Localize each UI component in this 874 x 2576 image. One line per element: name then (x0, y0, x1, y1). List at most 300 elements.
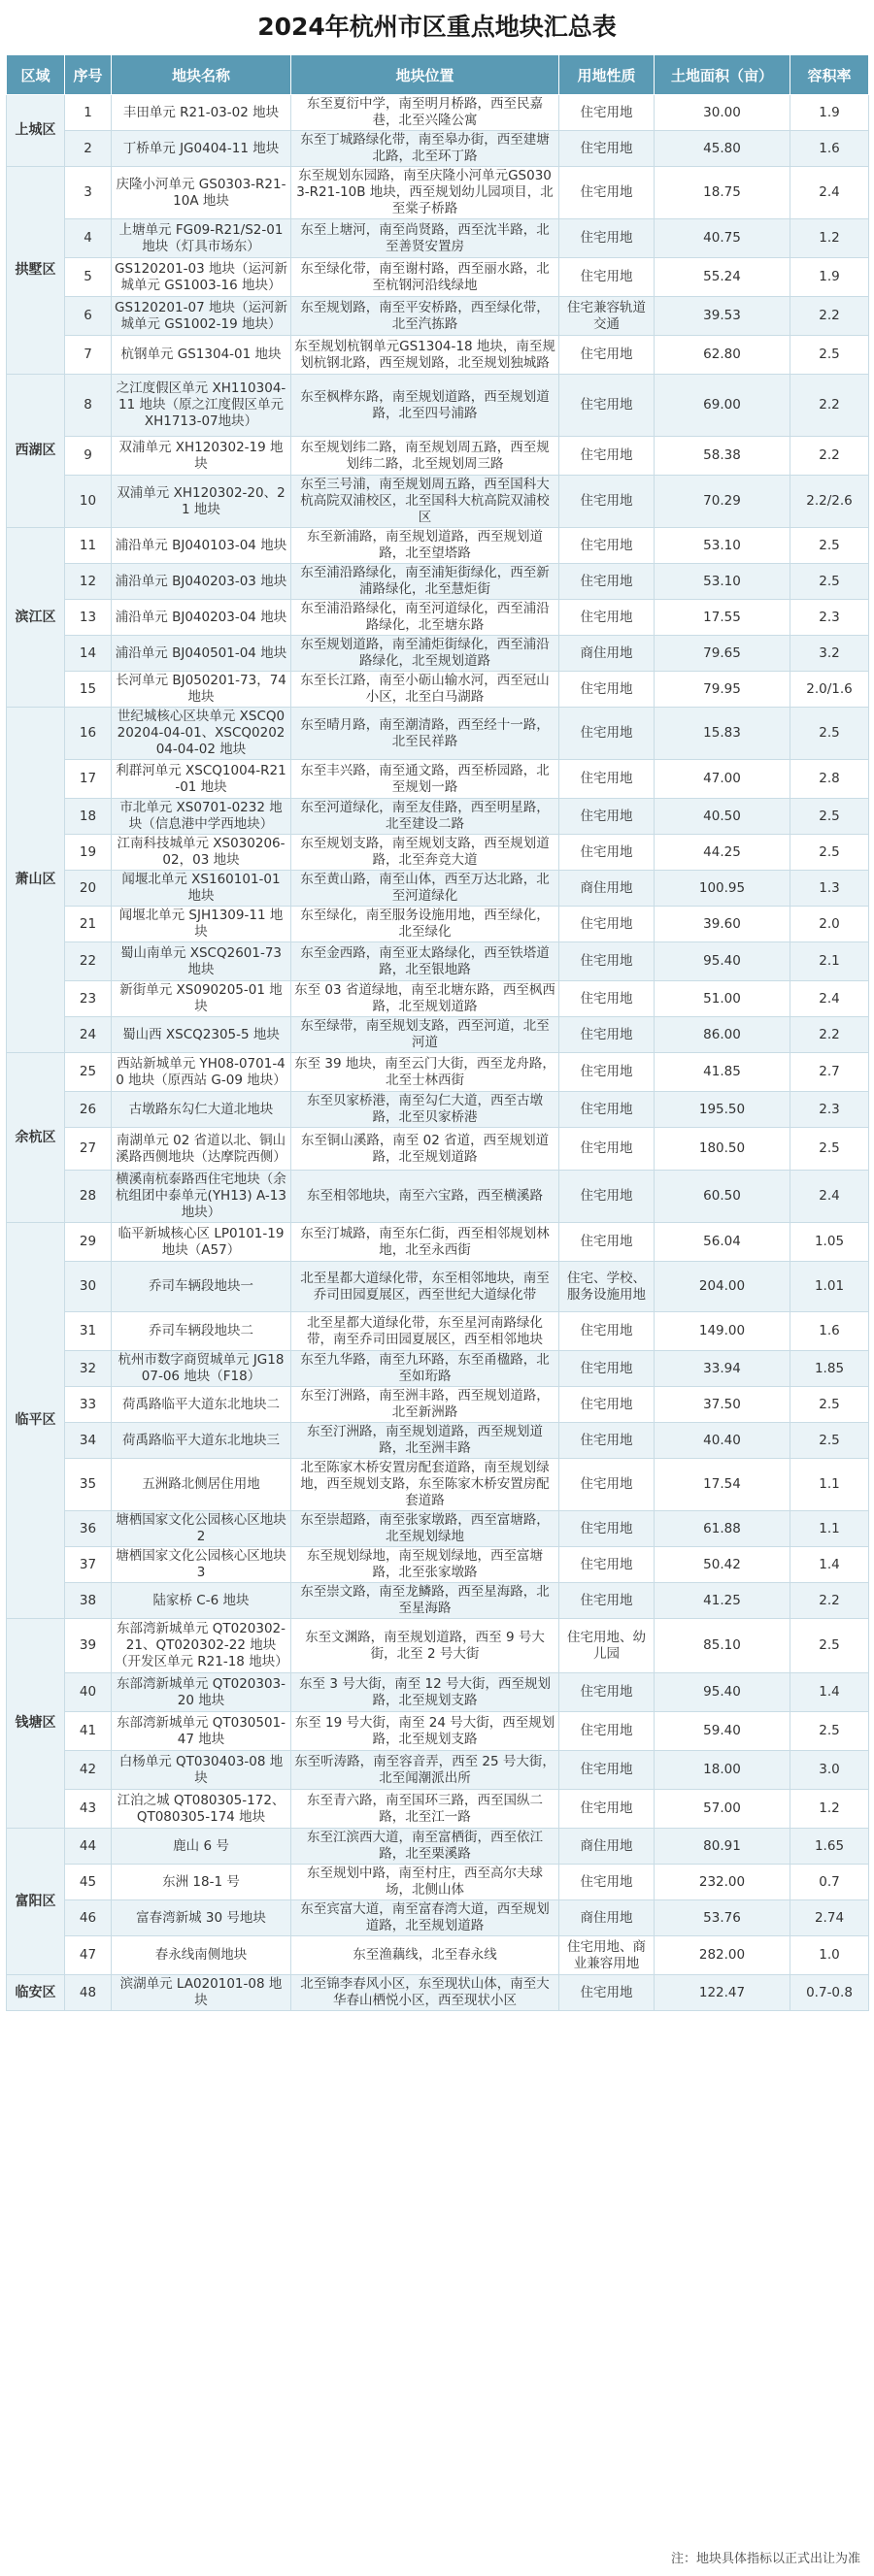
index-cell: 13 (65, 600, 112, 636)
plot-name-cell: 杭州市数字商贸城单元 JG1807-06 地块（F18） (112, 1351, 291, 1387)
land-use-cell: 住宅用地 (559, 258, 655, 297)
area-cell: 56.04 (655, 1223, 790, 1262)
far-cell: 2.1 (790, 942, 869, 981)
table-row (7, 1053, 869, 1092)
index-cell: 38 (65, 1583, 112, 1619)
land-use-cell: 住宅用地、幼儿园 (559, 1619, 655, 1673)
location-cell: 东至崇文路，南至龙鳞路，西至星海路，北至星海路 (291, 1583, 559, 1619)
index-cell: 17 (65, 760, 112, 799)
col-header-area: 土地面积（亩） (655, 55, 790, 95)
index-cell: 41 (65, 1712, 112, 1751)
plot-name-cell: GS120201-03 地块（运河新城单元 GS1003-16 地块） (112, 258, 291, 297)
table-row (7, 981, 869, 1017)
area-cell: 41.25 (655, 1583, 790, 1619)
table-row (7, 1223, 869, 1262)
land-use-cell: 住宅用地 (559, 1092, 655, 1128)
location-cell: 东至规划中路，南至村庄，西至高尔夫球场，北侧山体 (291, 1865, 559, 1900)
index-cell: 1 (65, 95, 112, 131)
land-use-cell: 住宅用地 (559, 167, 655, 219)
index-cell: 9 (65, 437, 112, 476)
far-cell: 1.2 (790, 1790, 869, 1829)
area-cell: 33.94 (655, 1351, 790, 1387)
plot-name-cell: 南湖单元 02 省道以北、铜山溪路西侧地块（达摩院西侧） (112, 1128, 291, 1171)
table-row (7, 1128, 869, 1171)
far-cell: 2.2 (790, 1017, 869, 1053)
area-cell: 17.55 (655, 600, 790, 636)
location-cell: 东至 39 地块，南至云门大街，西至龙舟路，北至士林西街 (291, 1053, 559, 1092)
land-use-cell: 住宅用地 (559, 1673, 655, 1712)
area-cell: 41.85 (655, 1053, 790, 1092)
location-cell: 东至 3 号大街，南至 12 号大街，西至规划路，北至规划支路 (291, 1673, 559, 1712)
plot-name-cell: 荷禹路临平大道东北地块二 (112, 1387, 291, 1423)
location-cell: 东至晴月路，南至潮清路，西至经十一路，北至民祥路 (291, 708, 559, 760)
footnote: 注：地块具体指标以正式出让为准 (670, 2552, 860, 2566)
far-cell: 1.1 (790, 1511, 869, 1547)
plot-name-cell: 市北单元 XS0701-0232 地块（信息港中学西地块） (112, 799, 291, 835)
table-row (7, 1751, 869, 1790)
plot-name-cell: 江南科技城单元 XS030206-02，03 地块 (112, 835, 291, 871)
area-cell: 59.40 (655, 1712, 790, 1751)
land-use-cell: 商住用地 (559, 871, 655, 907)
index-cell: 26 (65, 1092, 112, 1128)
location-cell: 东至规划纬二路，南至规划周五路，西至规划纬二路，北至规划周三路 (291, 437, 559, 476)
plot-name-cell: GS120201-07 地块（运河新城单元 GS1002-19 地块） (112, 297, 291, 336)
area-cell: 79.95 (655, 672, 790, 708)
index-cell: 23 (65, 981, 112, 1017)
plot-name-cell: 浦沿单元 BJ040501-04 地块 (112, 636, 291, 672)
land-use-cell: 住宅用地 (559, 1223, 655, 1262)
plot-name-cell: 东部湾新城单元 QT030501-47 地块 (112, 1712, 291, 1751)
index-cell: 3 (65, 167, 112, 219)
index-cell: 40 (65, 1673, 112, 1712)
index-cell: 43 (65, 1790, 112, 1829)
location-cell: 东至文渊路，南至规划道路，西至 9 号大街，北至 2 号大街 (291, 1619, 559, 1673)
table-row (7, 1387, 869, 1423)
location-cell: 东至贝家桥港，南至勾仁大道，西至古墩路，北至贝家桥港 (291, 1092, 559, 1128)
area-cell: 50.42 (655, 1547, 790, 1583)
location-cell: 东至黄山路，南至山体，西至万达北路，北至河道绿化 (291, 871, 559, 907)
index-cell: 29 (65, 1223, 112, 1262)
index-cell: 28 (65, 1171, 112, 1223)
area-cell: 79.65 (655, 636, 790, 672)
index-cell: 24 (65, 1017, 112, 1053)
location-cell: 东至绿化，南至服务设施用地，西至绿化，北至绿化 (291, 907, 559, 942)
land-use-cell: 住宅用地 (559, 1387, 655, 1423)
far-cell: 2.5 (790, 564, 869, 600)
plot-name-cell: 横溪南杭泰路西住宅地块（余杭组团中泰单元(YH13) A-13 地块） (112, 1171, 291, 1223)
area-cell: 40.40 (655, 1423, 790, 1459)
area-cell: 58.38 (655, 437, 790, 476)
plot-name-cell: 浦沿单元 BJ040103-04 地块 (112, 528, 291, 564)
table-row (7, 1547, 869, 1583)
far-cell: 1.6 (790, 131, 869, 167)
index-cell: 11 (65, 528, 112, 564)
plot-name-cell: 丁桥单元 JG0404-11 地块 (112, 131, 291, 167)
location-cell: 东至青六路，南至国环三路，西至国纵二路，北至江一路 (291, 1790, 559, 1829)
region-cell: 富阳区 (7, 1829, 65, 1975)
far-cell: 2.5 (790, 835, 869, 871)
area-cell: 44.25 (655, 835, 790, 871)
table-row (7, 1829, 869, 1865)
area-cell: 55.24 (655, 258, 790, 297)
region-cell: 拱墅区 (7, 167, 65, 375)
area-cell: 57.00 (655, 1790, 790, 1829)
location-cell: 东至绿带，南至规划支路，西至河道，北至河道 (291, 1017, 559, 1053)
plot-name-cell: 浦沿单元 BJ040203-03 地块 (112, 564, 291, 600)
index-cell: 31 (65, 1312, 112, 1351)
far-cell: 2.5 (790, 1712, 869, 1751)
table-row (7, 1712, 869, 1751)
col-header-name: 地块名称 (112, 55, 291, 95)
land-use-cell: 住宅用地 (559, 708, 655, 760)
area-cell: 204.00 (655, 1262, 790, 1312)
far-cell: 2.0/1.6 (790, 672, 869, 708)
location-cell: 东至九华路，南至九环路，东至甬楹路，北至如珩路 (291, 1351, 559, 1387)
index-cell: 39 (65, 1619, 112, 1673)
index-cell: 14 (65, 636, 112, 672)
land-use-cell: 住宅用地 (559, 1312, 655, 1351)
index-cell: 18 (65, 799, 112, 835)
plot-name-cell: 闻堰北单元 SJH1309-11 地块 (112, 907, 291, 942)
plot-name-cell: 荷禹路临平大道东北地块三 (112, 1423, 291, 1459)
plot-name-cell: 塘栖国家文化公园核心区地块 3 (112, 1547, 291, 1583)
table-header-row (7, 55, 869, 95)
table-row (7, 1975, 869, 2011)
table-row (7, 760, 869, 799)
far-cell: 1.0 (790, 1936, 869, 1975)
plot-name-cell: 世纪城核心区块单元 XSCQ020204-04-01、XSCQ020204-04-02 地块 (112, 708, 291, 760)
table-row (7, 1312, 869, 1351)
index-cell: 27 (65, 1128, 112, 1171)
far-cell: 1.05 (790, 1223, 869, 1262)
location-cell: 东至 19 号大街，南至 24 号大街，西至规划路，北至规划支路 (291, 1712, 559, 1751)
plot-name-cell: 陆家桥 C-6 地块 (112, 1583, 291, 1619)
plot-name-cell: 春永线南侧地块 (112, 1936, 291, 1975)
area-cell: 149.00 (655, 1312, 790, 1351)
area-cell: 40.50 (655, 799, 790, 835)
plot-name-cell: 蜀山西 XSCQ2305-5 地块 (112, 1017, 291, 1053)
far-cell: 2.5 (790, 1387, 869, 1423)
location-cell: 东至 03 省道绿地，南至北塘东路，西至枫西路，北至规划道路 (291, 981, 559, 1017)
land-use-cell: 住宅用地 (559, 1423, 655, 1459)
area-cell: 30.00 (655, 95, 790, 131)
plot-name-cell: 鹿山 6 号 (112, 1829, 291, 1865)
far-cell: 1.6 (790, 1312, 869, 1351)
plot-name-cell: 丰田单元 R21-03-02 地块 (112, 95, 291, 131)
far-cell: 3.2 (790, 636, 869, 672)
plot-name-cell: 双浦单元 XH120302-20、21 地块 (112, 476, 291, 528)
far-cell: 2.4 (790, 167, 869, 219)
land-use-cell: 住宅用地 (559, 835, 655, 871)
land-use-cell: 住宅用地 (559, 1351, 655, 1387)
far-cell: 2.7 (790, 1053, 869, 1092)
plot-name-cell: 之江度假区单元 XH1103​04-11 地块（原之江度假区单元XH1713-07地块） (112, 375, 291, 437)
area-cell: 180.50 (655, 1128, 790, 1171)
table-row (7, 1619, 869, 1673)
col-header-usage: 用地性质 (559, 55, 655, 95)
table-row (7, 1262, 869, 1312)
table-row (7, 167, 869, 219)
far-cell: 1.2 (790, 219, 869, 258)
land-use-cell: 住宅用地 (559, 981, 655, 1017)
far-cell: 2.74 (790, 1900, 869, 1936)
far-cell: 1.4 (790, 1673, 869, 1712)
plot-name-cell: 上塘单元 FG09-R21/S2-01 地块（灯具市场东） (112, 219, 291, 258)
table-row (7, 1017, 869, 1053)
area-cell: 39.60 (655, 907, 790, 942)
land-use-cell: 住宅用地 (559, 1459, 655, 1511)
land-use-cell: 商住用地 (559, 1900, 655, 1936)
area-cell: 60.50 (655, 1171, 790, 1223)
region-cell: 上城区 (7, 95, 65, 167)
table-row (7, 1673, 869, 1712)
index-cell: 34 (65, 1423, 112, 1459)
area-cell: 85.10 (655, 1619, 790, 1673)
index-cell: 19 (65, 835, 112, 871)
area-cell: 69.00 (655, 375, 790, 437)
area-cell: 95.40 (655, 942, 790, 981)
location-cell: 东至浦沿路绿化，南至河道绿化，西至浦沿路绿化，北至塘东路 (291, 600, 559, 636)
location-cell: 东至汀洲路，南至规划道路，西至规划道路，北至洲丰路 (291, 1423, 559, 1459)
location-cell: 东至规划道路，南至浦炬街绿化，西至浦沿路绿化，北至规划道路 (291, 636, 559, 672)
index-cell: 22 (65, 942, 112, 981)
plot-name-cell: 东部湾新城单元 QT020303-20 地块 (112, 1673, 291, 1712)
table-row (7, 1900, 869, 1936)
land-use-cell: 住宅用地 (559, 1975, 655, 2011)
far-cell: 2.5 (790, 799, 869, 835)
table-row (7, 528, 869, 564)
index-cell: 15 (65, 672, 112, 708)
location-cell: 东至江滨西大道，南至富栖街，西至依江路，北至栗溪路 (291, 1829, 559, 1865)
far-cell: 2.2/2.6 (790, 476, 869, 528)
land-use-cell: 商住用地 (559, 636, 655, 672)
area-cell: 100.95 (655, 871, 790, 907)
table-row (7, 336, 869, 375)
table-row (7, 708, 869, 760)
land-table (6, 54, 869, 2011)
table-row (7, 871, 869, 907)
location-cell: 东至三号浦，南至规划周五路，西至国科大杭高院双浦校区，北至国科大杭高院双浦校区 (291, 476, 559, 528)
plot-name-cell: 乔司车辆段地块二 (112, 1312, 291, 1351)
far-cell: 1.85 (790, 1351, 869, 1387)
table-row (7, 437, 869, 476)
location-cell: 东至规划路，南至平安桥路，西至绿化带，北至汽拣路 (291, 297, 559, 336)
area-cell: 95.40 (655, 1673, 790, 1712)
index-cell: 30 (65, 1262, 112, 1312)
location-cell: 东至上塘河，南至尚贤路，西至沈半路，北至善贤安置房 (291, 219, 559, 258)
area-cell: 51.00 (655, 981, 790, 1017)
land-use-cell: 住宅用地 (559, 600, 655, 636)
plot-name-cell: 江泊之城 QT080305-172、QT080305-174 地块 (112, 1790, 291, 1829)
table-row (7, 942, 869, 981)
index-cell: 25 (65, 1053, 112, 1092)
far-cell: 1.1 (790, 1459, 869, 1511)
area-cell: 61.88 (655, 1511, 790, 1547)
index-cell: 44 (65, 1829, 112, 1865)
col-header-far: 容积率 (790, 55, 869, 95)
location-cell: 东至渔藕线，北至春永线 (291, 1936, 559, 1975)
location-cell: 东至崇超路，南至张家墩路，西至富塘路，北至规划绿地 (291, 1511, 559, 1547)
table-row (7, 1171, 869, 1223)
location-cell: 东至相邻地块，南至六宝路，西至横溪路 (291, 1171, 559, 1223)
area-cell: 70.29 (655, 476, 790, 528)
table-row (7, 636, 869, 672)
location-cell: 东至金西路，南至亚太路绿化，西至铁塔道路，北至银地路 (291, 942, 559, 981)
table-body (7, 95, 869, 2011)
table-row (7, 799, 869, 835)
plot-name-cell: 双浦单元 XH120302-19 地块 (112, 437, 291, 476)
land-use-cell: 住宅用地 (559, 336, 655, 375)
plot-name-cell: 杭钢单元 GS1304-01 地块 (112, 336, 291, 375)
far-cell: 2.2 (790, 297, 869, 336)
far-cell: 2.5 (790, 336, 869, 375)
col-header-region: 区域 (7, 55, 65, 95)
area-cell: 86.00 (655, 1017, 790, 1053)
index-cell: 32 (65, 1351, 112, 1387)
land-use-cell: 住宅用地 (559, 375, 655, 437)
land-use-cell: 住宅用地、商业兼容用地 (559, 1936, 655, 1975)
table-row (7, 1092, 869, 1128)
far-cell: 1.4 (790, 1547, 869, 1583)
area-cell: 232.00 (655, 1865, 790, 1900)
index-cell: 20 (65, 871, 112, 907)
location-cell: 东至长江路，南至小砺山输水河，西至冠山小区，北至白马湖路 (291, 672, 559, 708)
location-cell: 东至汀城路，南至东仁街，西至相邻规划林地，北至永西街 (291, 1223, 559, 1262)
land-use-cell: 住宅兼容轨道交通 (559, 297, 655, 336)
index-cell: 5 (65, 258, 112, 297)
area-cell: 39.53 (655, 297, 790, 336)
index-cell: 4 (65, 219, 112, 258)
table-row (7, 1936, 869, 1975)
area-cell: 15.83 (655, 708, 790, 760)
location-cell: 北至陈家木桥安置房配套道路，南至规划绿地，西至规划支路，东至陈家木桥安置房配套道路 (291, 1459, 559, 1511)
location-cell: 北至星都大道绿化带，东至相邻地块，南至乔司田园夏展区，西至世纪大道绿化带 (291, 1262, 559, 1312)
area-cell: 40.75 (655, 219, 790, 258)
area-cell: 62.80 (655, 336, 790, 375)
far-cell: 1.3 (790, 871, 869, 907)
land-use-cell: 住宅用地 (559, 672, 655, 708)
area-cell: 18.75 (655, 167, 790, 219)
land-use-cell: 住宅、学校、服务设施用地 (559, 1262, 655, 1312)
plot-name-cell: 乔司车辆段地块一 (112, 1262, 291, 1312)
plot-name-cell: 浦沿单元 BJ040203-04 地块 (112, 600, 291, 636)
land-use-cell: 住宅用地 (559, 437, 655, 476)
plot-name-cell: 五洲路北侧居住用地 (112, 1459, 291, 1511)
location-cell: 东至听涛路，南至容音弄，西至 25 号大街，北至闻潮派出所 (291, 1751, 559, 1790)
far-cell: 1.9 (790, 258, 869, 297)
plot-name-cell: 东部湾新城单元 QT020302-21、QT020302-22 地块（开发区单元 R21-18 地块） (112, 1619, 291, 1673)
table-row (7, 1583, 869, 1619)
land-use-cell: 住宅用地 (559, 476, 655, 528)
far-cell: 2.5 (790, 1128, 869, 1171)
location-cell: 东至夏衍中学，南至明月桥路，西至民嘉巷，北至兴隆公寓 (291, 95, 559, 131)
far-cell: 2.0 (790, 907, 869, 942)
land-use-cell: 住宅用地 (559, 219, 655, 258)
location-cell: 东至铜山溪路，南至 02 省道，西至规划道路，北至规划道路 (291, 1128, 559, 1171)
col-header-index: 序号 (65, 55, 112, 95)
far-cell: 2.5 (790, 1619, 869, 1673)
table-row (7, 835, 869, 871)
land-use-cell: 住宅用地 (559, 1583, 655, 1619)
land-use-cell: 住宅用地 (559, 528, 655, 564)
land-use-cell: 住宅用地 (559, 1128, 655, 1171)
far-cell: 2.5 (790, 1423, 869, 1459)
region-cell: 钱塘区 (7, 1619, 65, 1829)
region-cell: 萧山区 (7, 708, 65, 1053)
land-use-cell: 住宅用地 (559, 1865, 655, 1900)
table-row (7, 95, 869, 131)
region-cell: 西湖区 (7, 375, 65, 528)
index-cell: 45 (65, 1865, 112, 1900)
land-use-cell: 商住用地 (559, 1829, 655, 1865)
land-use-cell: 住宅用地 (559, 564, 655, 600)
plot-name-cell: 临平新城核心区 LP0101-19 地块（A57） (112, 1223, 291, 1262)
location-cell: 东至河道绿化，南至友佳路，西至明星路，北至建设二路 (291, 799, 559, 835)
far-cell: 2.8 (790, 760, 869, 799)
table-row (7, 1790, 869, 1829)
area-cell: 80.91 (655, 1829, 790, 1865)
page-title: 2024年杭州市区重点地块汇总表 (257, 13, 617, 41)
table-row (7, 1865, 869, 1900)
far-cell: 1.01 (790, 1262, 869, 1312)
index-cell: 16 (65, 708, 112, 760)
area-cell: 53.10 (655, 564, 790, 600)
far-cell: 1.9 (790, 95, 869, 131)
location-cell: 东至宾富大道，南至富春湾大道，西至规划道路，北至规划道路 (291, 1900, 559, 1936)
location-cell: 北至锦李春风小区，东至现状山体，南至大华春山栖悦小区，西至现状小区 (291, 1975, 559, 2011)
land-use-cell: 住宅用地 (559, 1017, 655, 1053)
table-row (7, 1511, 869, 1547)
table-row (7, 672, 869, 708)
location-cell: 东至规划绿地，南至规划绿地，西至富塘路，北至张家墩路 (291, 1547, 559, 1583)
location-cell: 东至枫桦东路，南至规划道路，西至规划道路，北至四号浦路 (291, 375, 559, 437)
far-cell: 3.0 (790, 1751, 869, 1790)
index-cell: 6 (65, 297, 112, 336)
table-row (7, 219, 869, 258)
index-cell: 46 (65, 1900, 112, 1936)
far-cell: 2.3 (790, 1092, 869, 1128)
plot-name-cell: 滨湖单元 LA020101-08 地块 (112, 1975, 291, 2011)
area-cell: 122.47 (655, 1975, 790, 2011)
table-row (7, 258, 869, 297)
land-use-cell: 住宅用地 (559, 942, 655, 981)
index-cell: 7 (65, 336, 112, 375)
land-use-cell: 住宅用地 (559, 131, 655, 167)
table-row (7, 907, 869, 942)
land-use-cell: 住宅用地 (559, 1712, 655, 1751)
land-use-cell: 住宅用地 (559, 1511, 655, 1547)
col-header-location: 地块位置 (291, 55, 559, 95)
index-cell: 36 (65, 1511, 112, 1547)
index-cell: 21 (65, 907, 112, 942)
land-use-cell: 住宅用地 (559, 1053, 655, 1092)
land-use-cell: 住宅用地 (559, 760, 655, 799)
index-cell: 48 (65, 1975, 112, 2011)
far-cell: 2.5 (790, 528, 869, 564)
land-use-cell: 住宅用地 (559, 95, 655, 131)
plot-name-cell: 古墩路东勾仁大道北地块 (112, 1092, 291, 1128)
land-use-cell: 住宅用地 (559, 1790, 655, 1829)
table-row (7, 476, 869, 528)
location-cell: 东至规划杭钢单元GS1304-18 地块，南至规划杭钢北路，西至规划路，北至规划独城路 (291, 336, 559, 375)
location-cell: 东至新浦路，南至规划道路，西至规划道路，北至望塔路 (291, 528, 559, 564)
index-cell: 47 (65, 1936, 112, 1975)
plot-name-cell: 白杨单元 QT030403-08 地块 (112, 1751, 291, 1790)
plot-name-cell: 庆隆小河单元 GS0303-R21-10A 地块 (112, 167, 291, 219)
index-cell: 33 (65, 1387, 112, 1423)
table-row (7, 297, 869, 336)
area-cell: 17.54 (655, 1459, 790, 1511)
